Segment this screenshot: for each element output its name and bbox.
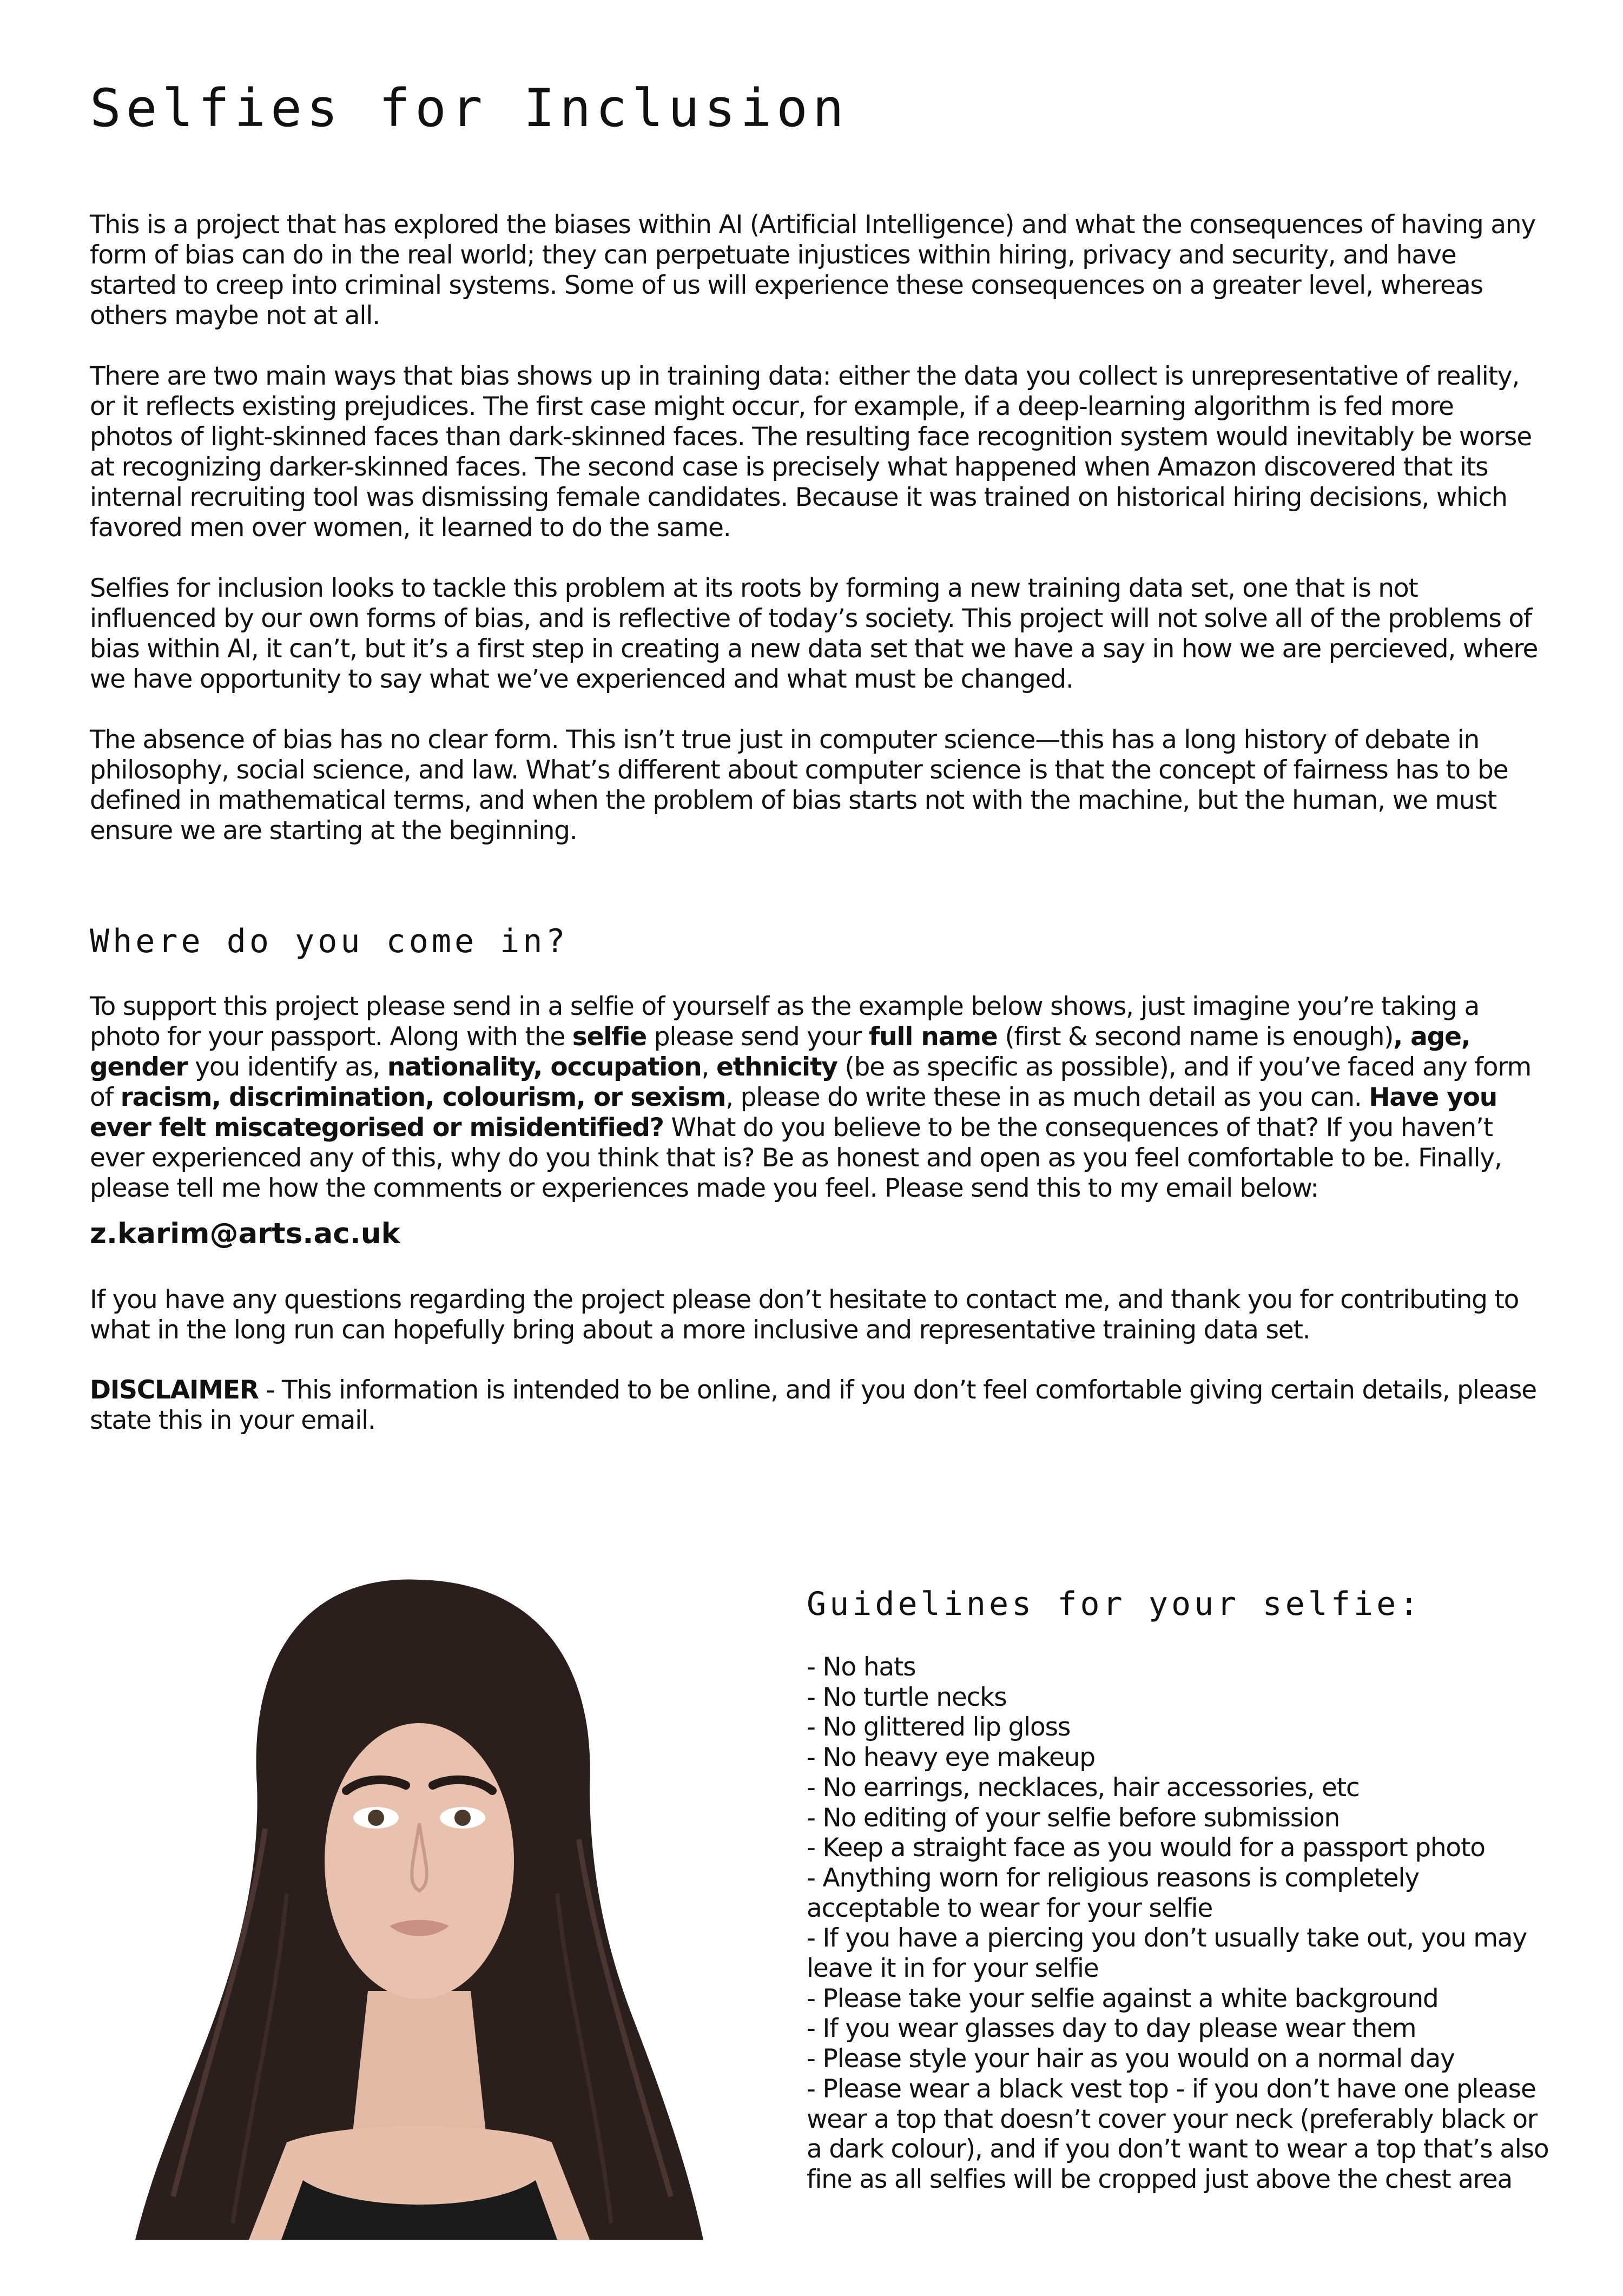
questions-paragraph: If you have any questions regarding the project please don’t hesitate to contact me, and thank you for contributing to what in the long run can hopefully bring about a more inclusive and representative training data set.	[90, 1285, 1519, 1345]
guideline-item: - No editing of your selfie before submission	[807, 1803, 1340, 1833]
guideline-item: - If you wear glasses day to day please wear them	[807, 2014, 1416, 2044]
guidelines-list	[807, 1652, 1553, 2195]
guideline-item: - Please wear a black vest top - if you don’t have one please wear a top that doesn’t cover your neck (preferably black or a dark colour), and if you don’t want to wear a top that’s also fine as all selfies will be cropped just above the chest area	[807, 2074, 1549, 2194]
guideline-item: - No turtle necks	[807, 1682, 1007, 1712]
guidelines-title: Guidelines for your selfie:	[807, 1585, 1422, 1623]
guideline-item: - Keep a straight face as you would for a passport photo	[807, 1833, 1485, 1863]
guideline-item: - No heavy eye makeup	[807, 1743, 1095, 1773]
intro-paragraph-3: Selfies for inclusion looks to tackle this problem at its roots by forming a new training data set, one that is not influenced by our own forms of bias, and is reflective of today’s society. This project will not solve all of the problems of bias within AI, it can’t, but it’s a first step in creating a new data set that we have a say in how we are percieved, where we have opportunity to say what we’ve experienced and what must be changed.	[90, 573, 1538, 694]
guideline-item: - No glittered lip gloss	[807, 1712, 1071, 1743]
guideline-item: - Anything worn for religious reasons is completely acceptable to wear for your selfie	[807, 1863, 1419, 1923]
intro-paragraph-4: The absence of bias has no clear form. This isn’t true just in computer science—this has a long history of debate in philosophy, social science, and law. What’s different about computer science is that the concept of fairness has to be defined in mathematical terms, and when the problem of bias starts not with the machine, but the human, we must ensure we are starting at the beginning.	[90, 725, 1508, 846]
example-selfie-photo	[124, 1558, 714, 2240]
contact-email-link[interactable]: z.karim@arts.ac.uk	[90, 1217, 400, 1250]
guideline-item: - No earrings, necklaces, hair accessories, etc	[807, 1772, 1360, 1803]
intro-paragraph-1: This is a project that has explored the biases within AI (Artificial Intelligence) and what the consequences of having any form of bias can do in the real world; they can perpetuate injustices within hiring, privacy and security, and have started to creep into criminal systems. Some of us will experience these consequences on a greater level, whereas others maybe not at all.	[90, 210, 1535, 331]
support-paragraph: To support this project please send in a selfie of yourself as the example below shows, just imagine you’re taking a photo for your passport. Along with the selfie please send your full name (first & second name is enough), age, gender you identify as, nationality, occupation, ethnicity (be as specific as possible), and if you’ve faced any form of racism, discrimination, colourism, or sexism, please do write these in as much detail as you can. Have you ever felt miscategorised or misidentified? What do you believe to be the consequences of that? If you haven’t ever experienced any of this, why do you think that is? Be as honest and open as you feel comfortable to be. Finally, please tell me how the comments or experiences made you feel. Please send this to my email below:	[90, 992, 1532, 1203]
disclaimer-paragraph: DISCLAIMER - This information is intended to be online, and if you don’t feel comfortable giving certain details, please state this in your email.	[90, 1375, 1536, 1435]
guideline-item: - If you have a piercing you don’t usually take out, you may leave it in for your selfie	[807, 1923, 1527, 1984]
guideline-item: - Please take your selfie against a white background	[807, 1983, 1439, 2014]
guideline-item: - Please style your hair as you would on a normal day	[807, 2044, 1455, 2074]
guideline-item: - No hats	[807, 1652, 916, 1682]
section-heading: Where do you come in?	[90, 922, 569, 960]
intro-paragraph-2: There are two main ways that bias shows up in training data: either the data you collect is unrepresentative of reality, or it reflects existing prejudices. The first case might occur, for example, if a deep-learning algorithm is fed more photos of light-skinned faces than dark-skinned faces. The resulting face recognition system would inevitably be worse at recognizing darker-skinned faces. The second case is precisely what happened when Amazon discovered that its internal recruiting tool was dismissing female candidates. Because it was trained on historical hiring decisions, which favored men over women, it learned to do the same.	[90, 361, 1532, 543]
disclaimer-label: DISCLAIMER	[90, 1375, 259, 1405]
page-title: Selfies for Inclusion	[90, 78, 849, 138]
